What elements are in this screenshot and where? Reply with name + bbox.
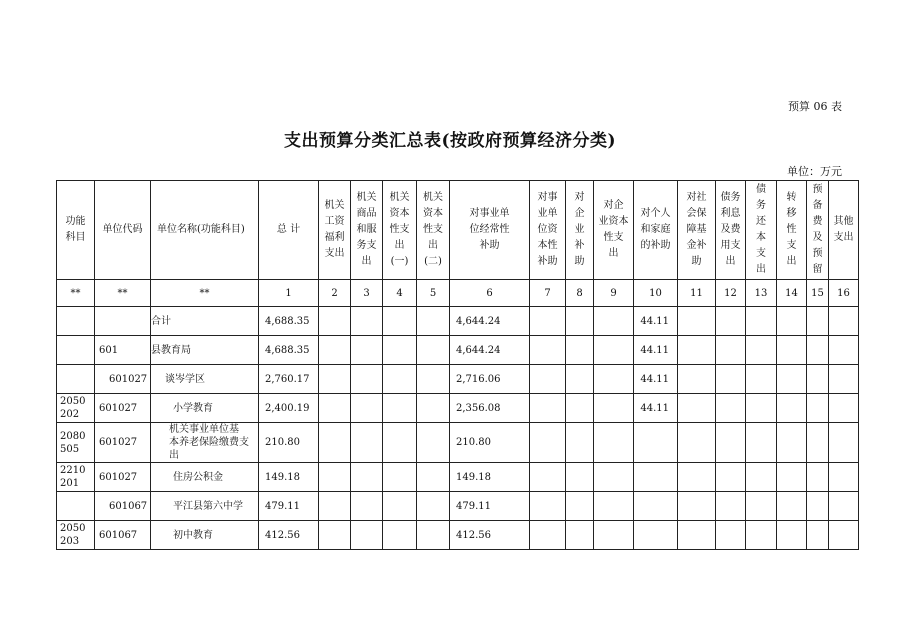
func-code-cell: [57, 365, 95, 394]
unit-code-cell: 601027: [95, 423, 151, 463]
empty-cell: [417, 365, 450, 394]
empty-cell: [530, 365, 566, 394]
column-index-cell: 4: [383, 280, 417, 307]
empty-cell: [566, 492, 594, 521]
unit-code-cell: 601067: [95, 492, 151, 521]
empty-cell: [383, 336, 417, 365]
empty-cell: [566, 394, 594, 423]
empty-cell: [383, 394, 417, 423]
func-code-cell: 2050 202: [57, 394, 95, 423]
empty-cell: [716, 307, 746, 336]
total-cell: 4,688.35: [259, 307, 319, 336]
empty-cell: [530, 521, 566, 550]
empty-cell: [319, 423, 351, 463]
empty-cell: [417, 336, 450, 365]
column-index-cell: **: [57, 280, 95, 307]
column-index-cell: 10: [634, 280, 678, 307]
empty-cell: [351, 365, 383, 394]
empty-cell: [829, 492, 859, 521]
household-subsidy-cell: 44.11: [634, 365, 678, 394]
empty-cell: [716, 365, 746, 394]
column-index-cell: 3: [351, 280, 383, 307]
table-row: [57, 463, 859, 492]
unit-code-cell: 601067: [95, 521, 151, 550]
household-subsidy-cell: [634, 492, 678, 521]
empty-cell: [829, 365, 859, 394]
empty-cell: [566, 365, 594, 394]
empty-cell: [594, 423, 634, 463]
empty-cell: [716, 394, 746, 423]
total-cell: 479.11: [259, 492, 319, 521]
column-index-cell: 7: [530, 280, 566, 307]
empty-cell: [319, 492, 351, 521]
page-title: 支出预算分类汇总表(按政府预算经济分类): [283, 131, 617, 151]
empty-cell: [807, 336, 829, 365]
empty-cell: [351, 394, 383, 423]
empty-cell: [746, 423, 777, 463]
empty-cell: [777, 365, 807, 394]
empty-cell: [777, 521, 807, 550]
unit-name-cell: 住房公积金: [151, 463, 259, 492]
empty-cell: [566, 307, 594, 336]
empty-cell: [807, 394, 829, 423]
unit-code-cell: 601027: [95, 365, 151, 394]
column-header: 对事 业单 位资 本性 补助: [530, 181, 566, 280]
empty-cell: [530, 307, 566, 336]
empty-cell: [807, 521, 829, 550]
empty-cell: [351, 336, 383, 365]
form-number: 预算 06 表: [788, 100, 842, 113]
column-index-cell: **: [95, 280, 151, 307]
column-index-cell: 14: [777, 280, 807, 307]
empty-cell: [383, 307, 417, 336]
empty-cell: [530, 394, 566, 423]
column-index-cell: **: [151, 280, 259, 307]
empty-cell: [777, 492, 807, 521]
public-institution-subsidy-cell: 4,644.24: [450, 336, 530, 365]
empty-cell: [829, 423, 859, 463]
empty-cell: [716, 492, 746, 521]
column-header: 单位名称(功能科目): [151, 181, 259, 280]
empty-cell: [829, 394, 859, 423]
column-index-cell: 16: [829, 280, 859, 307]
empty-cell: [566, 463, 594, 492]
total-cell: 2,400.19: [259, 394, 319, 423]
table-row: [57, 423, 859, 463]
column-header: 机关 工资 福利 支出: [319, 181, 351, 280]
empty-cell: [530, 492, 566, 521]
total-cell: 412.56: [259, 521, 319, 550]
column-index-cell: 13: [746, 280, 777, 307]
household-subsidy-cell: [634, 463, 678, 492]
func-code-cell: [57, 336, 95, 365]
empty-cell: [829, 463, 859, 492]
column-header: 单位代码: [95, 181, 151, 280]
empty-cell: [777, 463, 807, 492]
household-subsidy-cell: 44.11: [634, 307, 678, 336]
empty-cell: [530, 423, 566, 463]
unit-name-cell: 小学教育: [151, 394, 259, 423]
empty-cell: [746, 463, 777, 492]
empty-cell: [678, 307, 716, 336]
empty-cell: [417, 307, 450, 336]
public-institution-subsidy-cell: 2,356.08: [450, 394, 530, 423]
column-header: 债 务 还 本 支 出: [746, 181, 777, 280]
unit-name-cell: 县教育局: [151, 336, 259, 365]
column-header: 对个人 和家庭 的补助: [634, 181, 678, 280]
empty-cell: [594, 394, 634, 423]
unit-name-cell: 平江县第六中学: [151, 492, 259, 521]
column-header: 机关 资本 性支 出 (一): [383, 181, 417, 280]
empty-cell: [807, 463, 829, 492]
column-header: 机关 商品 和服 务支 出: [351, 181, 383, 280]
column-header: 总 计: [259, 181, 319, 280]
empty-cell: [383, 492, 417, 521]
unit-code-cell: [95, 307, 151, 336]
column-header: 其他 支出: [829, 181, 859, 280]
empty-cell: [829, 336, 859, 365]
table-row: [57, 492, 859, 521]
empty-cell: [807, 307, 829, 336]
empty-cell: [319, 521, 351, 550]
empty-cell: [351, 492, 383, 521]
column-header: 预 备 费 及 预 留: [807, 181, 829, 280]
empty-cell: [319, 307, 351, 336]
table-row: [57, 336, 859, 365]
total-cell: 4,688.35: [259, 336, 319, 365]
empty-cell: [716, 423, 746, 463]
column-index-cell: 2: [319, 280, 351, 307]
unit-name-cell: 合计: [151, 307, 259, 336]
empty-cell: [417, 463, 450, 492]
empty-cell: [678, 492, 716, 521]
total-cell: 210.80: [259, 423, 319, 463]
empty-cell: [594, 463, 634, 492]
empty-cell: [383, 423, 417, 463]
empty-cell: [777, 307, 807, 336]
empty-cell: [319, 336, 351, 365]
empty-cell: [746, 521, 777, 550]
empty-cell: [829, 521, 859, 550]
column-header: 对事业单 位经常性 补助: [450, 181, 530, 280]
empty-cell: [566, 423, 594, 463]
empty-cell: [777, 423, 807, 463]
empty-cell: [746, 394, 777, 423]
unit-code-cell: 601: [95, 336, 151, 365]
public-institution-subsidy-cell: 149.18: [450, 463, 530, 492]
header-row: [57, 181, 859, 280]
household-subsidy-cell: [634, 521, 678, 550]
public-institution-subsidy-cell: 2,716.06: [450, 365, 530, 394]
household-subsidy-cell: [634, 423, 678, 463]
unit-code-cell: 601027: [95, 394, 151, 423]
empty-cell: [678, 521, 716, 550]
column-header: 对企 业资本 性支 出: [594, 181, 634, 280]
household-subsidy-cell: 44.11: [634, 394, 678, 423]
empty-cell: [351, 307, 383, 336]
empty-cell: [829, 307, 859, 336]
empty-cell: [319, 394, 351, 423]
empty-cell: [319, 463, 351, 492]
public-institution-subsidy-cell: 412.56: [450, 521, 530, 550]
household-subsidy-cell: 44.11: [634, 336, 678, 365]
empty-cell: [383, 463, 417, 492]
empty-cell: [746, 365, 777, 394]
column-header: 对社 会保 障基 金补 助: [678, 181, 716, 280]
empty-cell: [716, 521, 746, 550]
column-index-cell: 9: [594, 280, 634, 307]
empty-cell: [594, 492, 634, 521]
column-header: 机关 资本 性支 出 (二): [417, 181, 450, 280]
empty-cell: [594, 521, 634, 550]
empty-cell: [746, 307, 777, 336]
empty-cell: [594, 336, 634, 365]
empty-cell: [383, 365, 417, 394]
func-code-cell: 2050 203: [57, 521, 95, 550]
column-index-cell: 11: [678, 280, 716, 307]
empty-cell: [594, 365, 634, 394]
column-header: 功能 科目: [57, 181, 95, 280]
column-header: 转 移 性 支 出: [777, 181, 807, 280]
empty-cell: [777, 336, 807, 365]
empty-cell: [351, 423, 383, 463]
table-row: [57, 521, 859, 550]
unit-name-cell: 机关事业单位基 本养老保险缴费支出: [151, 423, 259, 463]
total-cell: 149.18: [259, 463, 319, 492]
empty-cell: [351, 521, 383, 550]
column-index-cell: 8: [566, 280, 594, 307]
func-code-cell: [57, 492, 95, 521]
column-index-cell: 5: [417, 280, 450, 307]
empty-cell: [716, 463, 746, 492]
empty-cell: [807, 492, 829, 521]
column-header: 对 企 业 补 助: [566, 181, 594, 280]
empty-cell: [746, 492, 777, 521]
public-institution-subsidy-cell: 479.11: [450, 492, 530, 521]
column-index-cell: 1: [259, 280, 319, 307]
unit-name-cell: 初中教育: [151, 521, 259, 550]
column-index-cell: 12: [716, 280, 746, 307]
empty-cell: [383, 521, 417, 550]
func-code-cell: [57, 307, 95, 336]
empty-cell: [678, 463, 716, 492]
budget-table: [56, 180, 859, 550]
empty-cell: [678, 423, 716, 463]
empty-cell: [807, 423, 829, 463]
empty-cell: [678, 336, 716, 365]
public-institution-subsidy-cell: 210.80: [450, 423, 530, 463]
unit-label: 单位：万元: [787, 165, 842, 178]
column-index-cell: 6: [450, 280, 530, 307]
func-code-cell: 2080 505: [57, 423, 95, 463]
empty-cell: [566, 521, 594, 550]
empty-cell: [530, 463, 566, 492]
empty-cell: [417, 521, 450, 550]
total-cell: 2,760.17: [259, 365, 319, 394]
empty-cell: [530, 336, 566, 365]
empty-cell: [417, 423, 450, 463]
empty-cell: [319, 365, 351, 394]
unit-name-cell: 谈岑学区: [151, 365, 259, 394]
empty-cell: [417, 492, 450, 521]
empty-cell: [716, 336, 746, 365]
empty-cell: [417, 394, 450, 423]
unit-code-cell: 601027: [95, 463, 151, 492]
column-header: 债务 利息 及费 用支 出: [716, 181, 746, 280]
empty-cell: [777, 394, 807, 423]
empty-cell: [566, 336, 594, 365]
empty-cell: [678, 365, 716, 394]
column-index-row: [57, 280, 859, 307]
table-row: [57, 394, 859, 423]
table-row: [57, 365, 859, 394]
empty-cell: [746, 336, 777, 365]
table-row: [57, 307, 859, 336]
empty-cell: [807, 365, 829, 394]
public-institution-subsidy-cell: 4,644.24: [450, 307, 530, 336]
empty-cell: [351, 463, 383, 492]
empty-cell: [594, 307, 634, 336]
column-index-cell: 15: [807, 280, 829, 307]
func-code-cell: 2210 201: [57, 463, 95, 492]
empty-cell: [678, 394, 716, 423]
